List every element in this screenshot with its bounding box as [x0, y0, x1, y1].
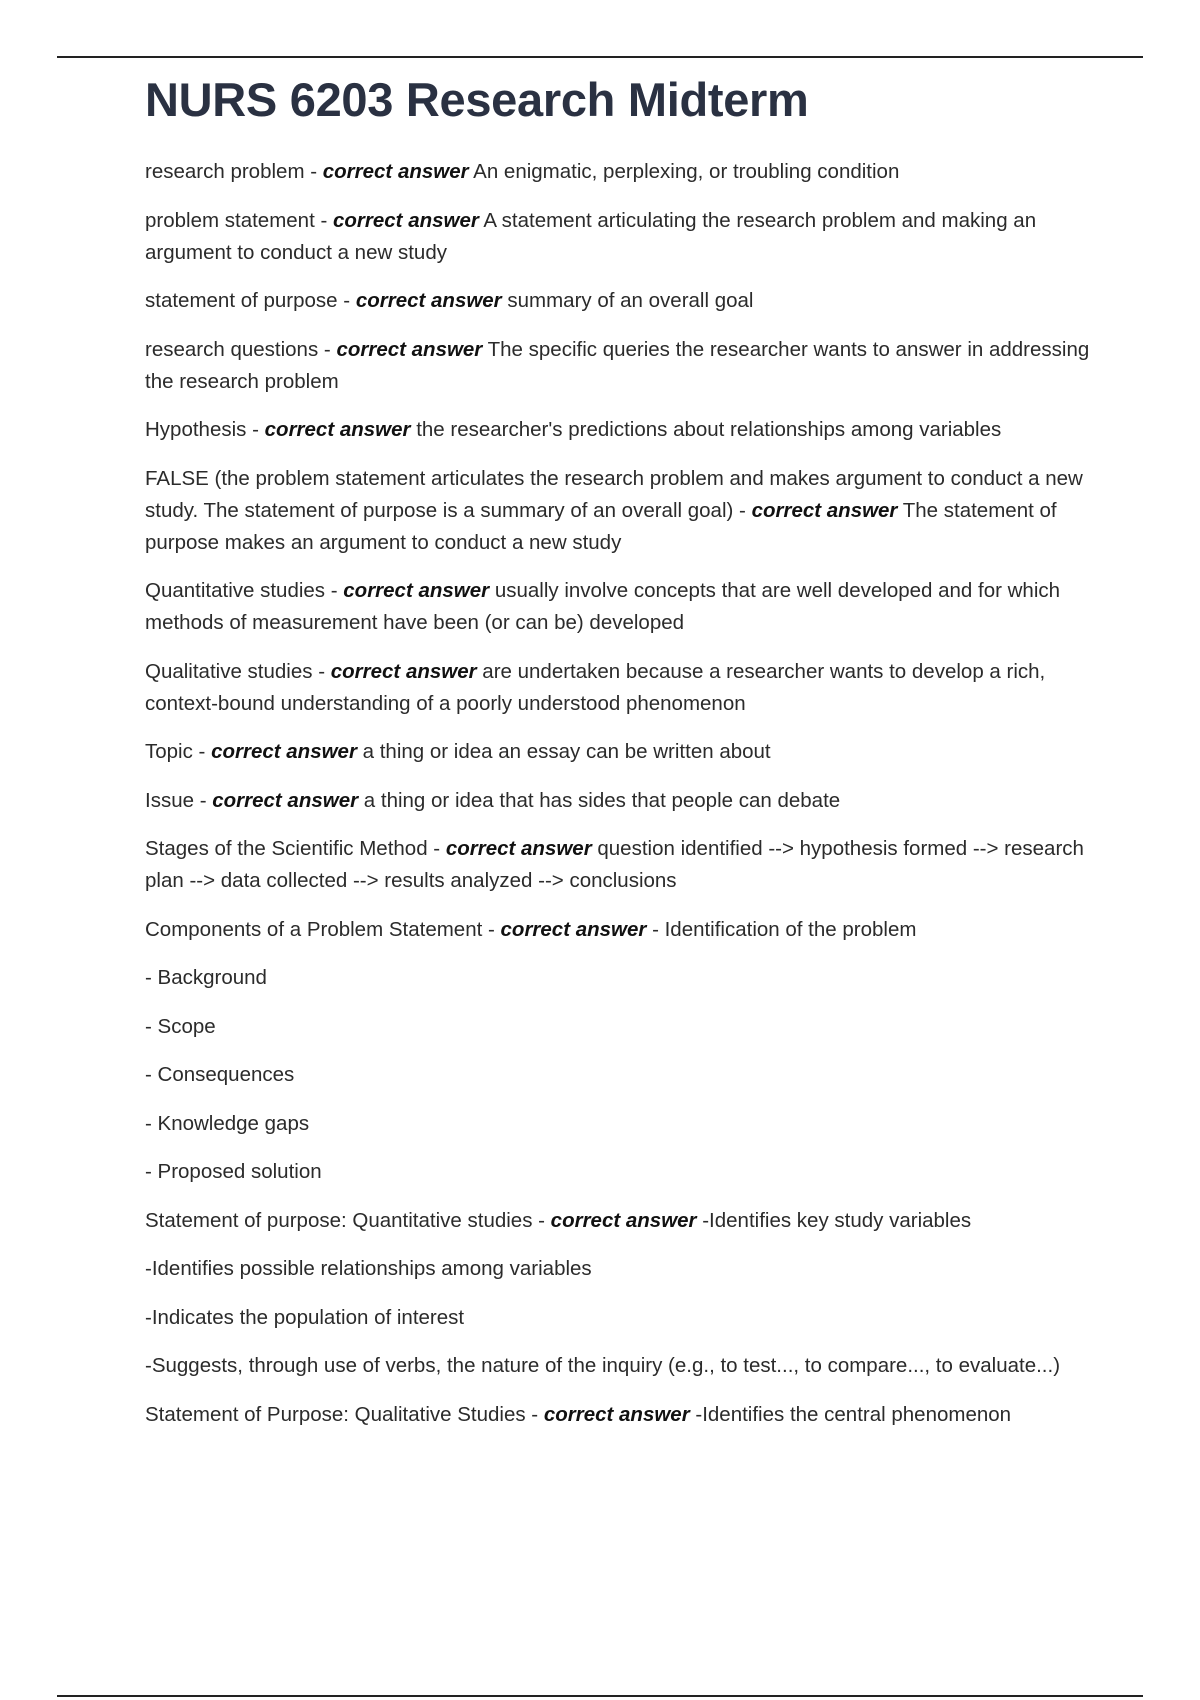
entry [145, 205, 1090, 269]
term: Hypothesis [145, 418, 247, 441]
definition: summary of an overall goal [501, 289, 754, 312]
term: Quantitative studies [145, 579, 326, 602]
definition: question identified --> hypothesis formed --> research plan --> data collected --> results analyzed --> conclusions [145, 837, 1084, 892]
separator: - [194, 788, 213, 812]
list-item: -Suggests, through use of verbs, the nature of the inquiry (e.g., to test..., to compare..., to evaluate...) [145, 1354, 1061, 1377]
term: problem statement [145, 208, 315, 232]
answer-tag: correct answer [343, 579, 490, 602]
entry [145, 285, 1090, 317]
term: Components of a Problem Statement [145, 917, 483, 941]
separator: - [304, 160, 323, 183]
definition: -Identifies key study variables [696, 1208, 972, 1232]
list-item: - Consequences [145, 1063, 295, 1086]
term: research questions [145, 337, 319, 361]
answer-tag: correct answer [333, 208, 479, 232]
term: Qualitative studies [145, 659, 313, 683]
answer-tag: correct answer [550, 1208, 697, 1232]
term: Statement of purpose: Quantitative studies [145, 1208, 533, 1232]
answer-tag: correct answer [211, 740, 357, 763]
answer-tag: correct answer [212, 788, 359, 812]
answer-tag: correct answer [264, 418, 411, 441]
bottom-rule [57, 1695, 1143, 1697]
term: Issue [145, 788, 194, 812]
entry [145, 785, 1090, 817]
entry [145, 914, 1090, 946]
entry [145, 1399, 1090, 1431]
answer-tag: correct answer [543, 1402, 690, 1426]
answer-tag: correct answer [336, 337, 483, 361]
list-item: - Proposed solution [145, 1160, 322, 1183]
definition: a thing or idea an essay can be written about [356, 740, 771, 763]
list-item: -Indicates the population of interest [145, 1305, 465, 1329]
separator: - [337, 289, 356, 312]
definition: An enigmatic, perplexing, or troubling condition [468, 160, 900, 183]
answer-tag: correct answer [355, 289, 502, 312]
separator: - [325, 579, 344, 602]
separator: - [427, 837, 446, 860]
entry [145, 1205, 1090, 1237]
top-rule [57, 56, 1143, 58]
term: Stages of the Scientific Method [145, 837, 428, 860]
entry [145, 736, 1090, 768]
list-item: - Background [145, 966, 267, 989]
entry [145, 833, 1090, 897]
separator: - [314, 208, 333, 232]
definition: The specific queries the researcher wants to answer in addressing the research problem [145, 337, 1090, 393]
separator: - [525, 1402, 544, 1426]
term: statement of purpose [145, 289, 338, 312]
entry [145, 575, 1090, 639]
separator: - [312, 659, 331, 683]
term: Topic [145, 740, 193, 763]
definition: -Identifies the central phenomenon [689, 1402, 1012, 1426]
separator: - [192, 740, 212, 763]
term: FALSE (the problem statement articulates the research problem and makes argument to conduct a new study. The statement of purpose is a summary of an overall goal) [145, 466, 1083, 522]
answer-tag: correct answer [751, 498, 898, 522]
page-title: NURS 6203 Research Midterm [145, 73, 809, 126]
separator: - [318, 337, 337, 361]
answer-tag: correct answer [500, 917, 647, 941]
separator: - [532, 1208, 551, 1232]
entry [145, 656, 1090, 720]
list-item: -Identifies possible relationships among variables [145, 1257, 592, 1280]
definition: - Identification of the problem [646, 917, 917, 941]
term: research problem [145, 160, 305, 183]
definition: the researcher's predictions about relationships among variables [410, 418, 1002, 441]
definition: a thing or idea that has sides that people can debate [358, 788, 841, 812]
definition: A statement articulating the research problem and making an argument to conduct a new study [145, 208, 1037, 264]
flashcard-list [145, 156, 1090, 1447]
list-item: - Knowledge gaps [145, 1111, 310, 1135]
answer-tag: correct answer [330, 659, 477, 683]
definition: are undertaken because a researcher wants to develop a rich, context-bound understanding of a poorly understood phenomenon [145, 659, 1046, 715]
entry [145, 463, 1090, 559]
entry [145, 334, 1090, 398]
answer-tag: correct answer [322, 160, 469, 183]
term: Statement of Purpose: Qualitative Studies [145, 1402, 526, 1426]
definition: usually involve concepts that are well developed and for which methods of measurement have been (or can be) developed [145, 579, 1061, 634]
separator: - [246, 418, 265, 441]
answer-tag: correct answer [445, 837, 592, 860]
list-item: - Scope [145, 1014, 216, 1038]
entry [145, 414, 1090, 446]
separator: - [482, 917, 501, 941]
definition: The statement of purpose makes an argument to conduct a new study [145, 498, 1057, 554]
separator: - [733, 498, 752, 522]
entry [145, 156, 1090, 188]
